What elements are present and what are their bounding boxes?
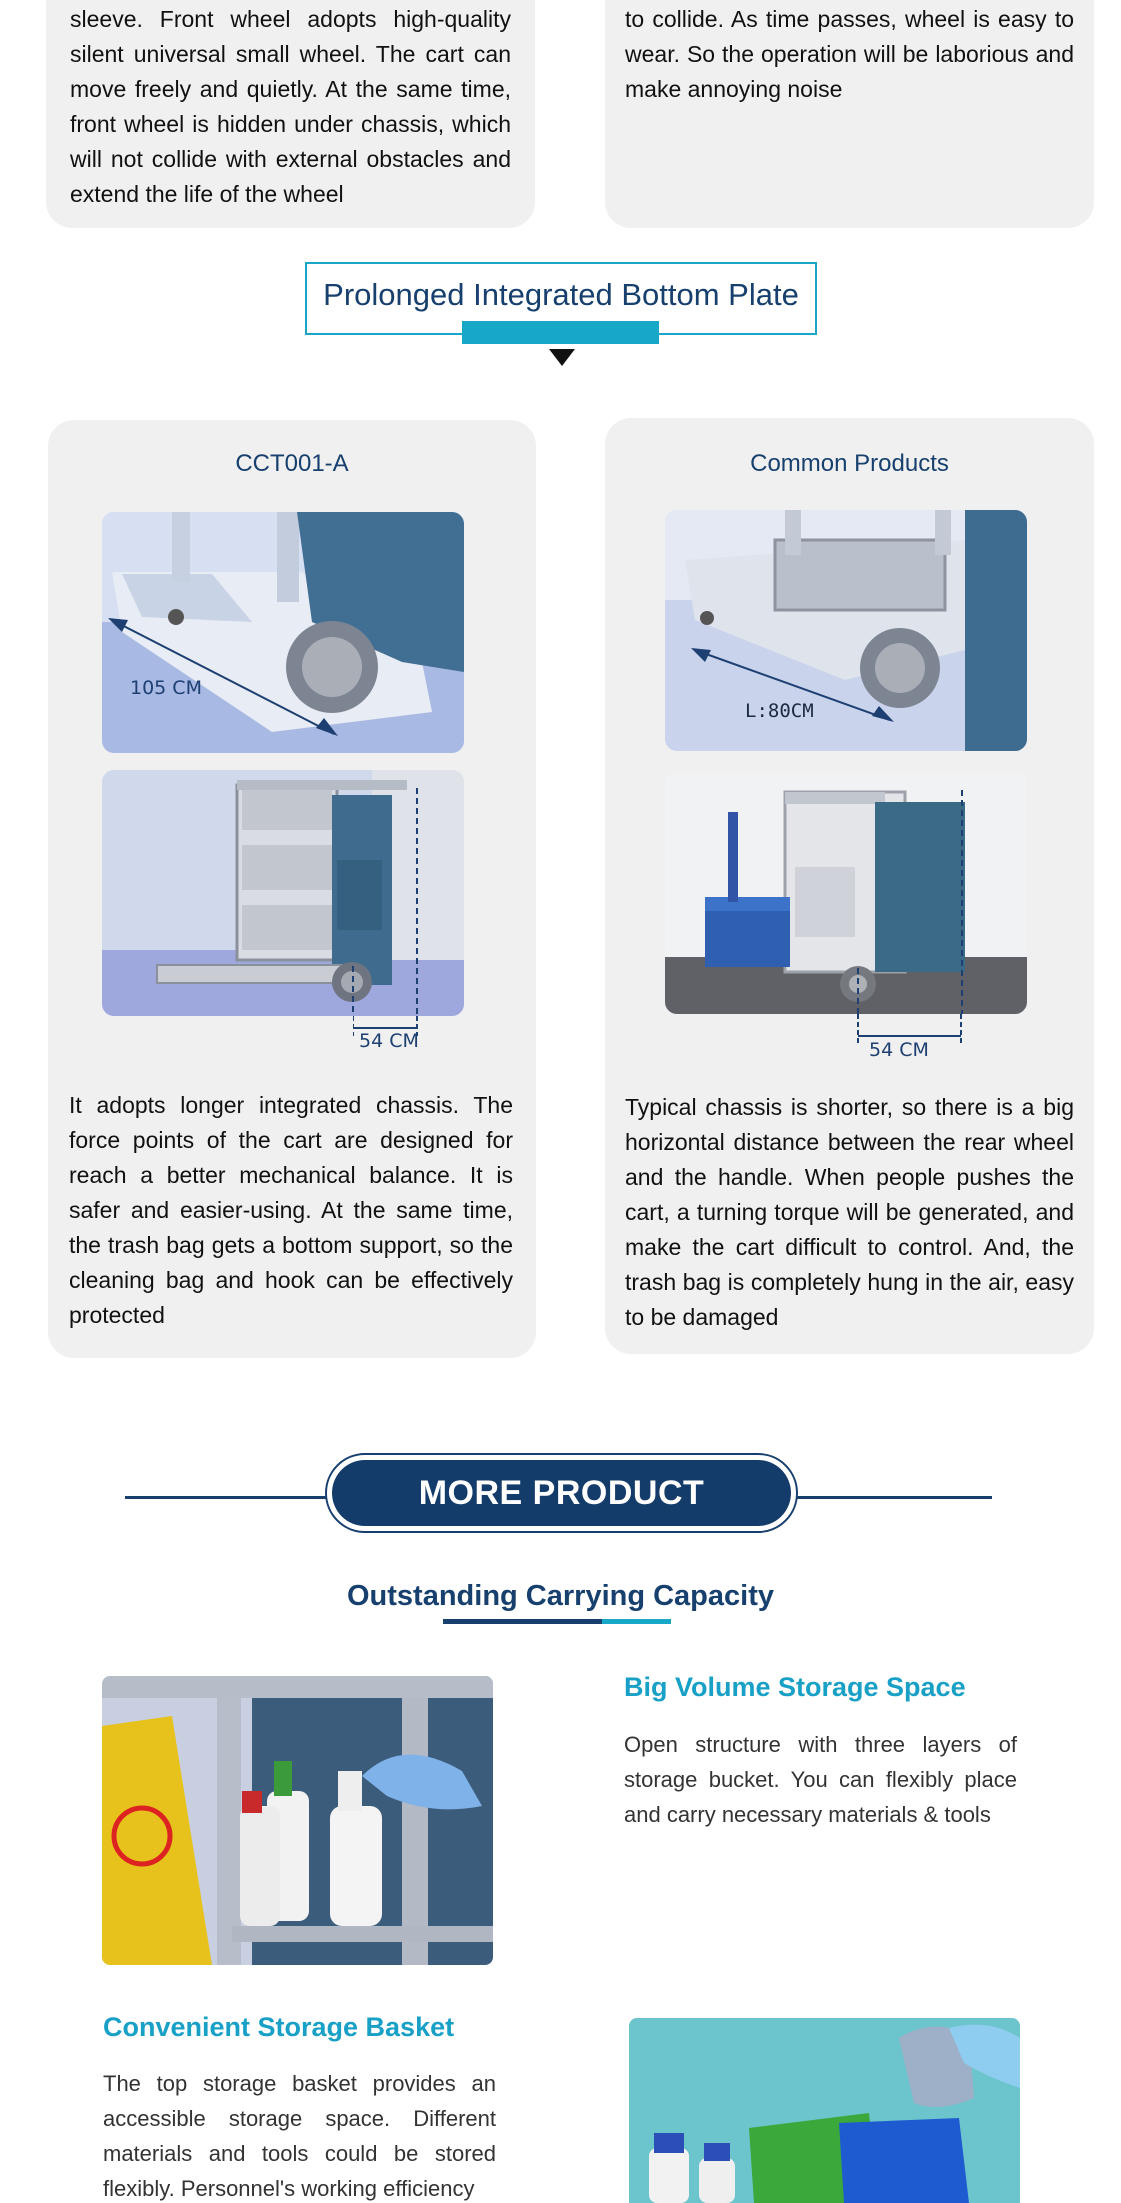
common-products-card <box>605 418 1094 1354</box>
cct001-bottom-plate-photo <box>102 512 464 753</box>
banner-line-left <box>125 1496 330 1499</box>
storage-basket-title: Convenient Storage Basket <box>103 2012 455 2042</box>
big-volume-title: Big Volume Storage Space <box>624 1672 966 1702</box>
storage-space-photo <box>102 1676 493 1965</box>
heading-underline-navy <box>443 1619 602 1624</box>
cct001-side-photo <box>102 770 464 1016</box>
cct001-width-label: 54 CM <box>359 1030 419 1052</box>
cct001-title: CCT001-A <box>235 450 349 477</box>
top-left-card <box>46 0 535 228</box>
common-length-label: L:80CM <box>745 700 814 722</box>
cct001-description: It adopts longer integrated chassis. The force points of the cart are designed for reach a better mechanical balance. It is safer and easier-using. At the same time, the trash bag gets a bottom support, so the cleaning bag and hook can be effectively protected <box>69 1092 513 1328</box>
more-features-banner <box>332 1460 791 1578</box>
common-side-photo <box>665 772 1027 1014</box>
big-volume-text: Open structure with three layers of storage bucket. You can flexibly place and carry necessary materials & tools <box>624 1732 1017 1827</box>
banner-line-right <box>793 1496 992 1499</box>
section-title-bar <box>462 321 659 344</box>
storage-basket-photo <box>629 2018 1020 2203</box>
cct001-card <box>48 420 536 1358</box>
down-arrow-icon <box>549 349 575 366</box>
heading-underline-teal <box>602 1619 671 1624</box>
section-title: Prolonged Integrated Bottom Plate <box>323 277 799 312</box>
more-features-title: MORE PRODUCT FEATURES <box>418 1474 705 1578</box>
carrying-capacity-heading: Outstanding Carrying Capacity <box>346 1580 774 1612</box>
top-left-text: sleeve. Front wheel adopts high-quality silent universal small wheel. The cart can move freely and quietly. At the same time, front wheel is hidden under chassis, which will not collide with external obstacles and extend the life of the wheel <box>70 6 511 207</box>
cct001-length-label: 105 CM <box>130 677 202 699</box>
storage-basket-text: The top storage basket provides an accessible storage space. Different materials and tools could be stored flexibly. Personnel's working efficiency <box>103 2071 496 2201</box>
top-right-card <box>605 0 1094 228</box>
top-right-text: to collide. As time passes, wheel is easy to wear. So the operation will be laborious and make annoying noise <box>625 6 1074 102</box>
common-description: Typical chassis is shorter, so there is a big horizontal distance between the rear wheel and the handle. When people pushes the cart, a turning torque will be generated, and make the cart difficult to control. And, the trash bag is completely hung in the air, easy to be damaged <box>625 1094 1074 1330</box>
common-products-title: Common Products <box>750 450 949 477</box>
common-bottom-plate-photo <box>665 510 1027 751</box>
common-width-label: 54 CM <box>869 1039 929 1061</box>
